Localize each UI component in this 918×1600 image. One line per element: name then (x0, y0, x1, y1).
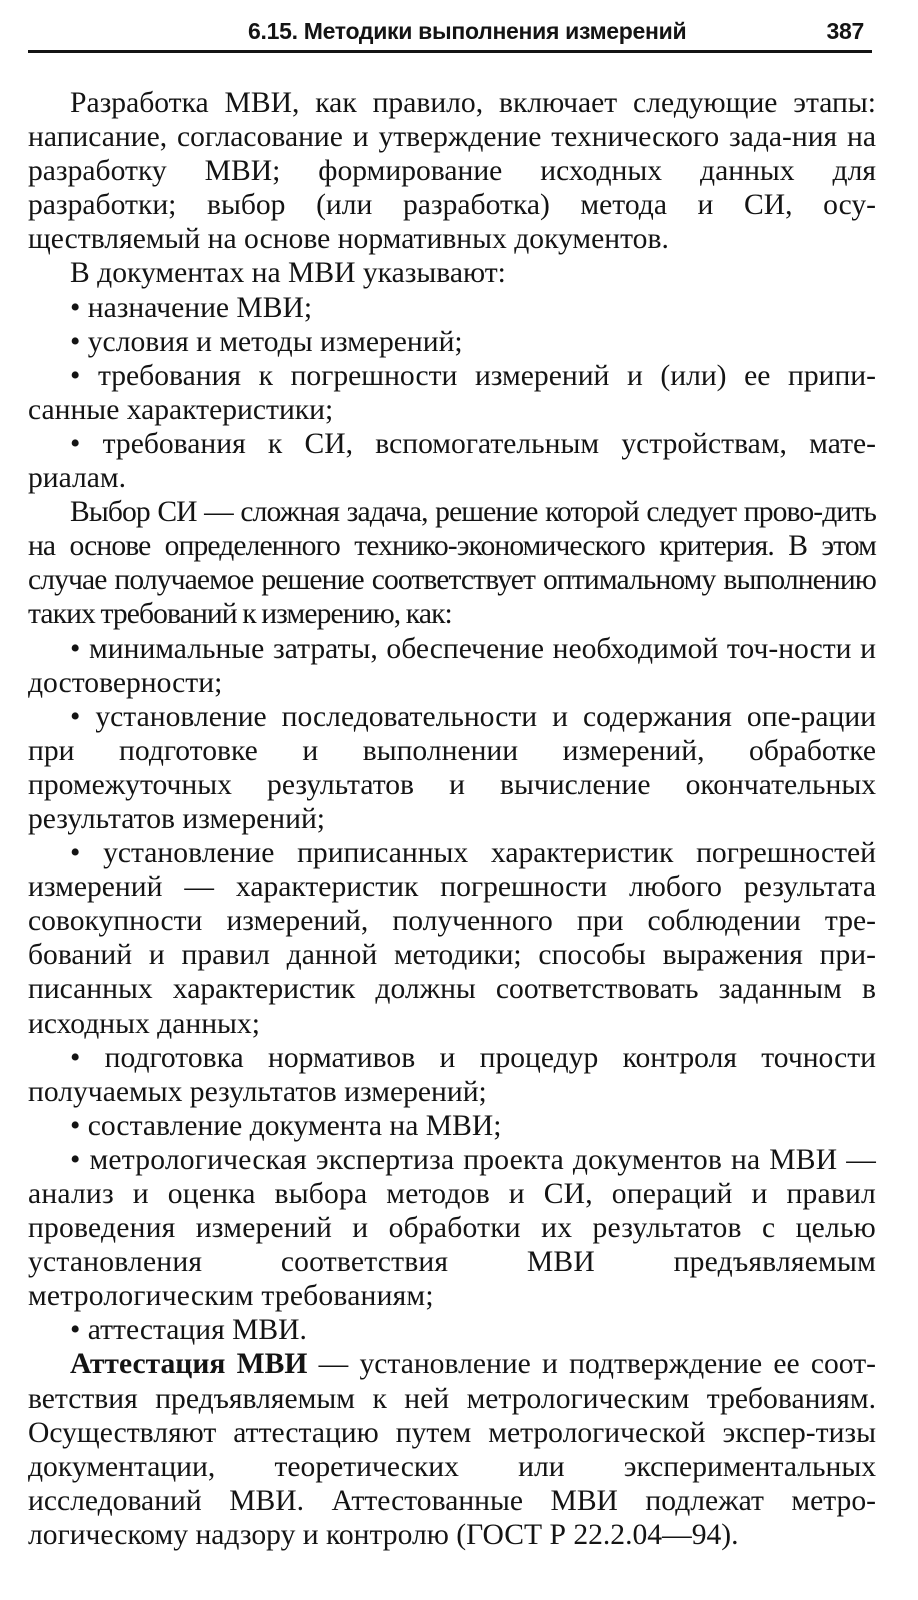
list-item: • требования к СИ, вспомогательным устройствам, мате-риалам. (28, 427, 876, 495)
paragraph-documents-intro: В документах на МВИ указывают: (70, 257, 506, 290)
paragraph-attestation (28, 1347, 876, 1552)
list-item: • требования к погрешности измерений и (или) ее припи-санные характеристики; (28, 359, 876, 426)
attestation-definition: — установление и подтверждение ее соот-ветствия предъявляемым к ней метрологическим требованиям. Осуществляют аттестацию путем метрологической экспер-тизы документации, теоретических или экспериментальных исследований МВИ. Аттестованные МВИ подлежат метро-логическому надзору и контролю (ГОСТ Р 22.2.04—94). (28, 1348, 877, 1551)
list-item: • минимальные затраты, обеспечение необходимой точ-ности и достоверности; (28, 632, 876, 699)
term-attestation: Аттестация МВИ (70, 1348, 308, 1381)
section-title: 6.15. Методики выполнения измерений (248, 18, 687, 44)
list-item: • аттестация МВИ. (70, 1314, 307, 1347)
list-item: • установление приписанных характеристик погрешностей измерений — характеристик погрешности любого результата совокупности измерений, полученного при соблюдении тре-бований и правил данной методики; способы выражения при-писанных характеристик должны соответствовать заданным в исходных данных; (28, 837, 876, 1040)
paragraph-si-selection: Выбор СИ — сложная задача, решение которой следует прово-дить на основе определенного технико-экономического критерия. В этом случае получаемое решение соответствует оптимальному выполнению таких требований к измерению, как: (28, 496, 876, 631)
body-text (28, 86, 876, 1552)
paragraph-development-stages: Разработка МВИ, как правило, включает следующие этапы: написание, согласование и утверждение технического зада-ния на разработку МВИ; формирование исходных данных для разработки; выбор (или разработка) метода и СИ, осу-ществляемый на основе нормативных документов. (28, 87, 876, 256)
list-item: • метрологическая экспертиза проекта документов на МВИ — анализ и оценка выбора методов и СИ, операций и правил проведения измерений и обработки их результатов с целью установления соответствия МВИ предъявляемым метрологическим требованиям; (28, 1143, 876, 1313)
list-item: • подготовка нормативов и процедур контроля точности получаемых результатов измерений; (28, 1041, 876, 1108)
running-head (28, 14, 872, 53)
list-item: • составление документа на МВИ; (70, 1109, 502, 1142)
list-item: • назначение МВИ; (70, 291, 313, 324)
list-item: • условия и методы измерений; (70, 325, 463, 358)
page-number: 387 (826, 18, 864, 44)
list-item: • установление последовательности и содержания опе-рации при подготовке и выполнении измерений, обработке промежуточных результатов и вычисление окончательных результатов измерений; (28, 700, 876, 835)
